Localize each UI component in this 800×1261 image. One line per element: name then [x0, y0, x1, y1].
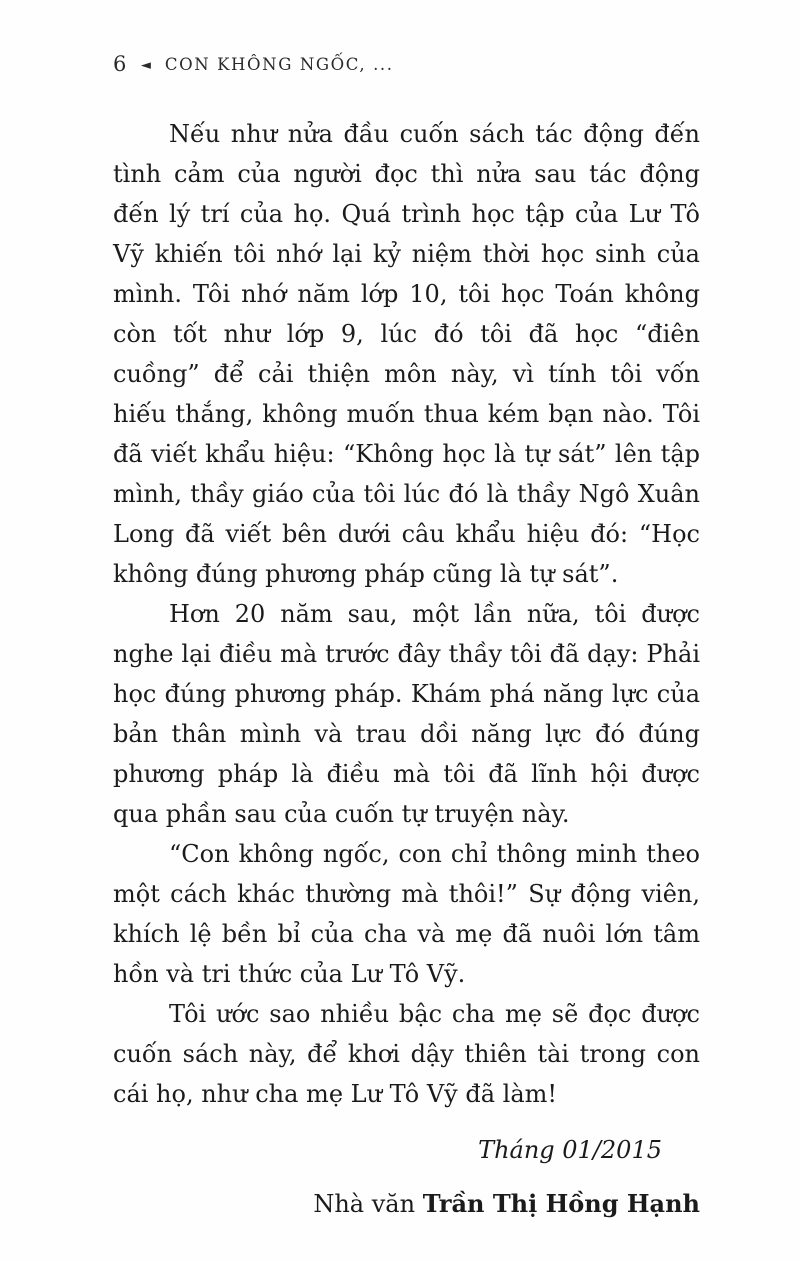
body-text [113, 114, 700, 1114]
left-arrow-icon: ◄ [140, 57, 151, 73]
paragraph-4: Tôi ước sao nhiều bậc cha mẹ sẽ đọc được cuốn sách này, để khơi dậy thiên tài trong con cái họ, như cha mẹ Lư Tô Vỹ đã làm! [113, 1000, 700, 1108]
paragraph-3: “Con không ngốc, con chỉ thông minh theo một cách khác thường mà thôi!” Sự động viên, khích lệ bền bỉ của cha và mẹ đã nuôi lớn tâm hồn và tri thức của Lư Tô Vỹ. [113, 840, 700, 988]
paragraph-2: Hơn 20 năm sau, một lần nữa, tôi được nghe lại điều mà trước đây thầy tôi đã dạy: Phải học đúng phương pháp. Khám phá năng lực của bản thân mình và trau dồi năng lực đó đúng phương pháp là điều mà tôi đã lĩnh hội được qua phần sau của cuốn tự truyện này. [113, 600, 700, 828]
running-header [113, 52, 700, 76]
running-title: CON KHÔNG NGỐC, ... [164, 54, 394, 74]
signature-prefix: Nhà văn [313, 1190, 423, 1218]
signature-line [113, 1184, 700, 1224]
date-line: Tháng 01/2015 [478, 1136, 662, 1164]
paragraph-1: Nếu như nửa đầu cuốn sách tác động đến tình cảm của người đọc thì nửa sau tác động đến lý trí của họ. Quá trình học tập của Lư Tô Vỹ khiến tôi nhớ lại kỷ niệm thời học sinh của mình. Tôi nhớ năm lớp 10, tôi học Toán không còn tốt như lớp 9, lúc đó tôi đã học “điên cuồng” để cải thiện môn này, vì tính tôi vốn hiếu thắng, không muốn thua kém bạn nào. Tôi đã viết khẩu hiệu: “Không học là tự sát” lên tập mình, thầy giáo của tôi lúc đó là thầy Ngô Xuân Long đã viết bên dưới câu khẩu hiệu đó: “Học không đúng phương pháp cũng là tự sát”. [113, 120, 700, 588]
byline-block [113, 1130, 700, 1224]
page-number: 6 [113, 52, 127, 76]
signature-name: Trần Thị Hồng Hạnh [422, 1189, 700, 1218]
